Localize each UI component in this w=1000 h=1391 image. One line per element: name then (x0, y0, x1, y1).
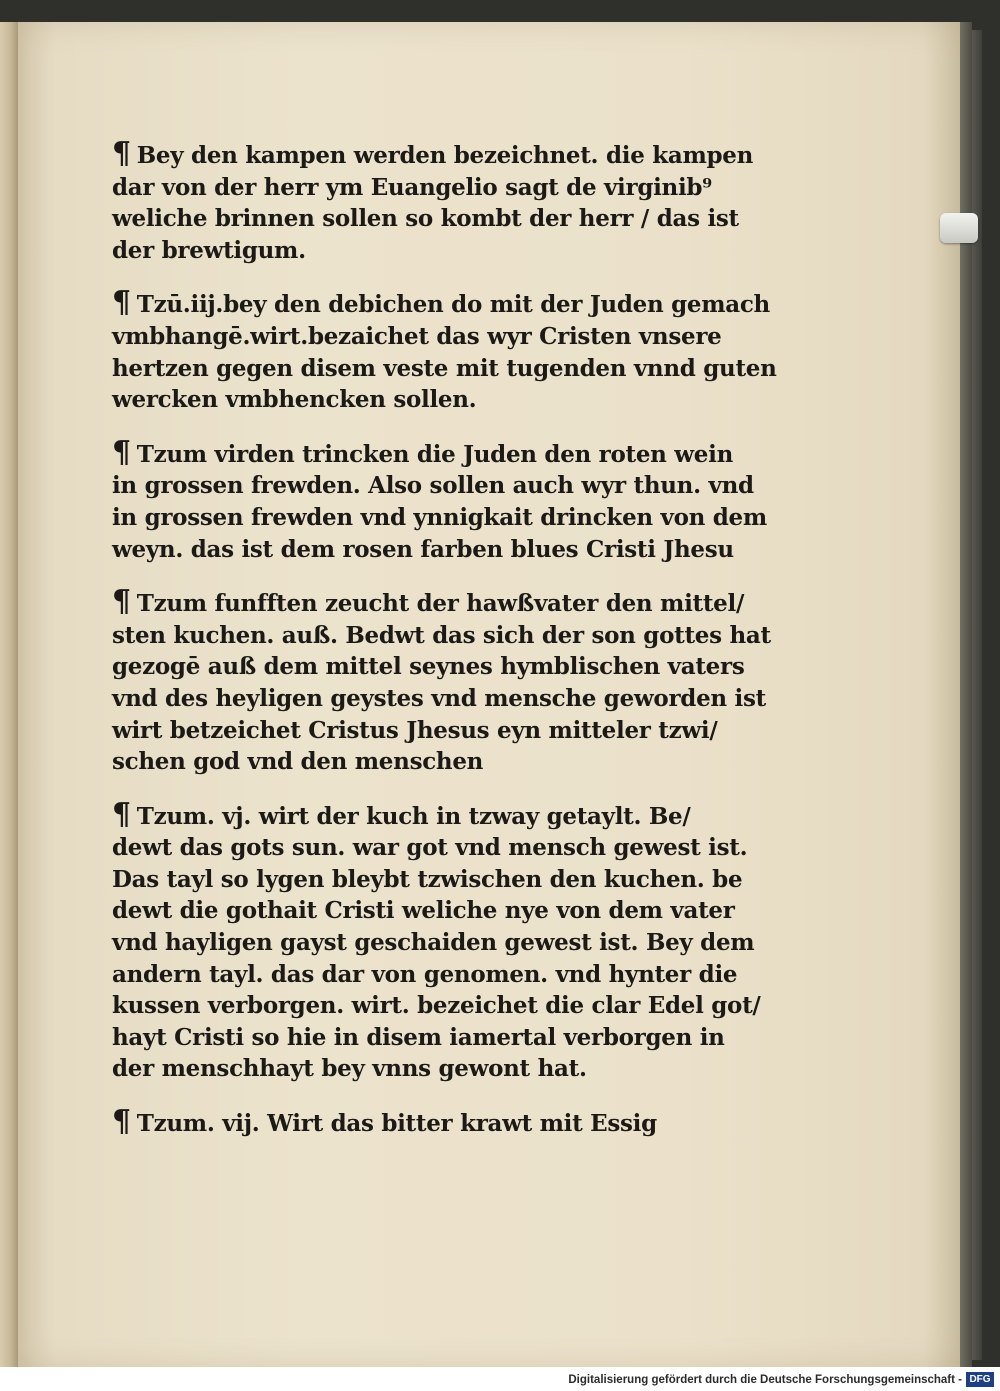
line-text: wercken vmbhencken sollen. (112, 386, 477, 414)
text-line (112, 1053, 720, 1085)
funding-credit: Digitalisierung gefördert durch die Deutsche Forschungsgemeinschaft - (568, 1374, 962, 1386)
line-text: dewt das gots sun. war got vnd mensch gewest ist. (112, 834, 748, 862)
text-line (112, 796, 720, 833)
line-text: vnd hayligen gayst geschaiden gewest ist. Bey dem (112, 929, 755, 957)
paragraph-mark-icon: ¶ (112, 584, 131, 620)
left-page-edge (0, 22, 19, 1367)
text-line (112, 620, 771, 652)
text-line (112, 470, 754, 502)
text-line (112, 832, 748, 864)
line-text: Bey den kampen werden bezeichnet. die kampen (136, 142, 754, 169)
line-text: in grossen frewden vnd ynnigkait drincken von dem (112, 503, 767, 531)
paragraph (112, 584, 771, 778)
line-text: vnd des heyligen geystes vnd mensche geworden ist (112, 684, 766, 712)
text-line (112, 895, 735, 927)
printed-text-block (112, 136, 777, 1163)
text-line (112, 172, 720, 204)
line-text: sten kuchen. auß. Bedwt das sich der son gottes hat (112, 621, 771, 649)
line-text: Tzum. vij. Wirt das bitter krawt mit Essig (136, 1110, 657, 1138)
text-line (112, 927, 755, 959)
line-text: Das tayl so lygen bleybt tzwischen den kuchen. be (112, 865, 743, 893)
line-text: weyn. das ist dem rosen farben blues Cristi Jhesu (112, 535, 734, 563)
text-line (112, 864, 743, 896)
text-line (112, 384, 720, 416)
paragraph-mark-icon: ¶ (112, 434, 131, 470)
text-line (112, 434, 733, 471)
line-text: Tzum virden trincken die Juden den roten wein (136, 440, 733, 468)
paragraph-mark-icon: ¶ (112, 285, 131, 321)
text-line (112, 285, 770, 321)
text-line (112, 321, 720, 353)
paragraph-mark-icon: ¶ (112, 136, 131, 171)
paragraph (112, 136, 754, 266)
dfg-logo: DFG (966, 1372, 994, 1387)
line-text: kussen verborgen. wirt. bezeichet die clar Edel got/ (112, 992, 761, 1020)
paragraph (112, 1104, 720, 1140)
text-line (112, 502, 767, 534)
page-tab-marker (940, 213, 978, 243)
line-text: hayt Cristi so hie in disem iamertal verborgen in (112, 1023, 725, 1051)
line-text: wirt betzeichet Cristus Jhesus eyn mitteler tzwi/ (112, 716, 718, 744)
line-text: dewt die gothait Cristi weliche nye von dem vater (112, 897, 735, 925)
text-line (112, 746, 720, 778)
paragraph-mark-icon: ¶ (112, 796, 131, 832)
text-line (112, 235, 720, 267)
paragraph (112, 285, 777, 415)
text-line (112, 203, 739, 235)
text-line (112, 136, 754, 172)
line-text: Tzum funfften zeucht der hawßvater den mittel/ (136, 590, 745, 618)
paragraph-mark-icon: ¶ (112, 1104, 131, 1140)
line-text: Tzū.iij.bey den debichen do mit der Juden gemach (136, 291, 770, 319)
line-text: Tzum. vj. wirt der kuch in tzway getaylt. Be/ (136, 802, 691, 830)
line-text: gezogē auß dem mittel seynes hymblischen vaters (112, 653, 745, 681)
line-text: schen god vnd den menschen (112, 748, 484, 776)
footer-bar (0, 1367, 1000, 1391)
text-line (112, 534, 734, 566)
text-line (112, 1022, 725, 1054)
text-line (112, 584, 745, 620)
text-line (112, 715, 720, 747)
line-text: weliche brinnen sollen so kombt der herr / das ist (112, 205, 739, 233)
line-text: vmbhangē.wirt.bezaichet das wyr Cristen vnsere (112, 322, 722, 350)
text-line (112, 1104, 720, 1140)
text-line (112, 651, 745, 683)
line-text: hertzen gegen disem veste mit tugenden vnnd guten (112, 354, 777, 382)
line-text: andern tayl. das dar von genomen. vnd hynter die (112, 960, 738, 988)
text-line (112, 683, 766, 715)
line-text: dar von der herr ym Euangelio sagt de virginib⁹ (112, 173, 712, 201)
text-line (112, 990, 761, 1022)
paragraph (112, 434, 767, 565)
line-text: der menschhayt bey vnns gewont hat. (112, 1055, 587, 1083)
line-text: in grossen frewden. Also sollen auch wyr thun. vnd (112, 472, 754, 500)
text-line (112, 959, 738, 991)
paragraph (112, 796, 761, 1085)
line-text: der brewtigum. (112, 236, 306, 264)
text-line (112, 353, 777, 385)
